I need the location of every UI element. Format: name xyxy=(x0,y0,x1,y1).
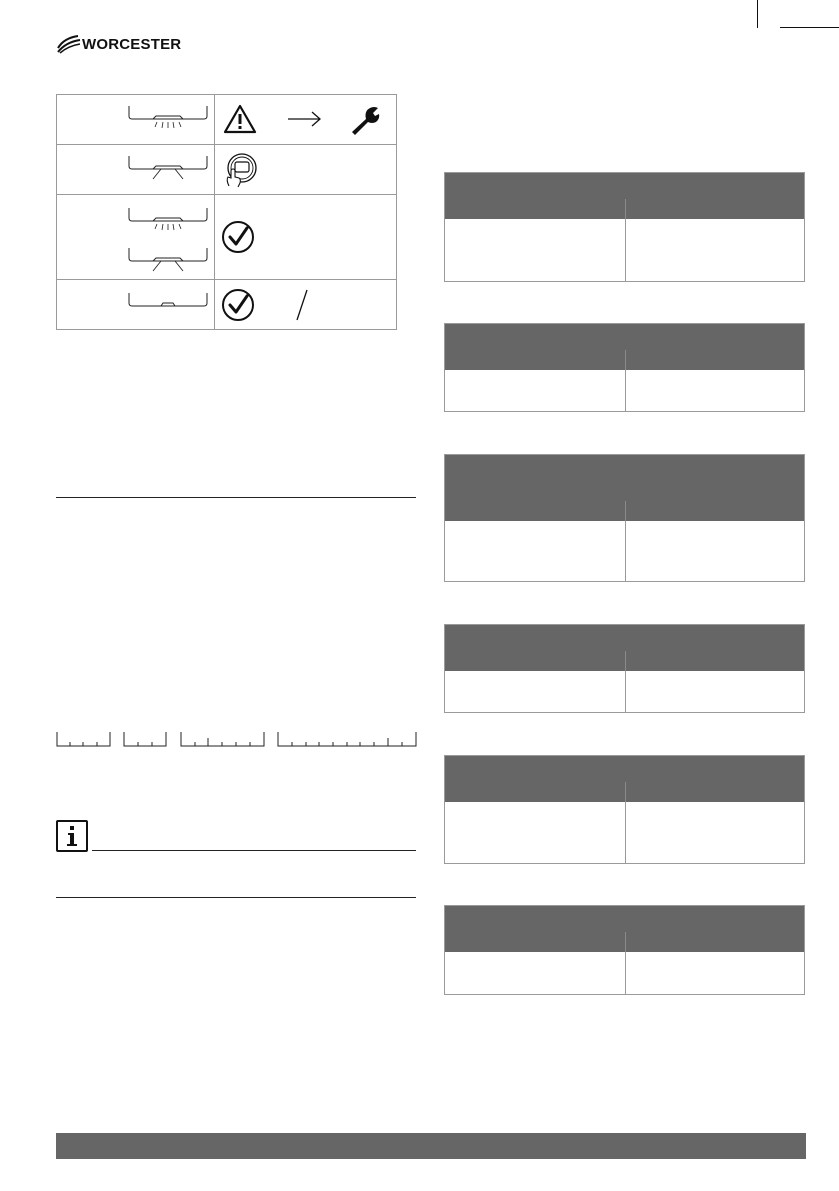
symbol-cell xyxy=(215,280,397,330)
symbol-row xyxy=(57,195,397,280)
display-icon xyxy=(127,245,209,275)
footer-bar xyxy=(56,1133,806,1159)
display-cell xyxy=(57,95,215,145)
table-body xyxy=(445,671,804,712)
info-icon xyxy=(56,820,88,852)
table-header xyxy=(445,756,804,802)
table-header xyxy=(445,324,804,370)
crop-mark-top-right xyxy=(780,27,839,28)
symbol-cell xyxy=(215,195,397,280)
table-body xyxy=(445,802,804,863)
slash-icon xyxy=(295,288,309,322)
symbol-row xyxy=(57,280,397,330)
table-body xyxy=(445,521,804,581)
crop-mark-top-right xyxy=(757,0,758,28)
symbol-cell xyxy=(215,145,397,195)
symbol-row xyxy=(57,95,397,145)
data-table xyxy=(444,172,805,282)
section-divider xyxy=(56,897,416,898)
table-header xyxy=(445,625,804,671)
data-table xyxy=(444,454,805,582)
code-segments-ruler xyxy=(56,730,418,750)
display-cell xyxy=(57,195,215,280)
info-note-rule xyxy=(92,850,416,851)
display-off-icon xyxy=(127,290,209,312)
data-table xyxy=(444,905,805,995)
table-body xyxy=(445,219,804,281)
touch-button-icon xyxy=(221,151,259,189)
logo-text: WORCESTER xyxy=(82,35,182,53)
display-icon xyxy=(127,153,209,183)
data-table xyxy=(444,755,805,864)
data-table xyxy=(444,323,805,412)
symbol-cell xyxy=(215,95,397,145)
wrench-icon xyxy=(348,105,382,135)
symbol-table xyxy=(56,94,397,330)
check-circle-icon xyxy=(221,288,255,322)
display-glow-icon xyxy=(127,205,209,231)
table-body xyxy=(445,370,804,411)
table-header xyxy=(445,173,804,219)
check-circle-icon xyxy=(221,220,255,254)
table-header xyxy=(445,455,804,521)
worcester-swoosh-icon xyxy=(56,34,82,54)
table-header xyxy=(445,906,804,952)
symbol-row xyxy=(57,145,397,195)
worcester-logo xyxy=(56,34,181,54)
display-glow-icon xyxy=(127,103,209,129)
section-divider xyxy=(56,497,416,498)
warning-icon xyxy=(223,104,257,134)
arrow-right-icon xyxy=(287,109,323,129)
display-cell xyxy=(57,280,215,330)
table-body xyxy=(445,952,804,994)
data-table xyxy=(444,624,805,713)
display-cell xyxy=(57,145,215,195)
